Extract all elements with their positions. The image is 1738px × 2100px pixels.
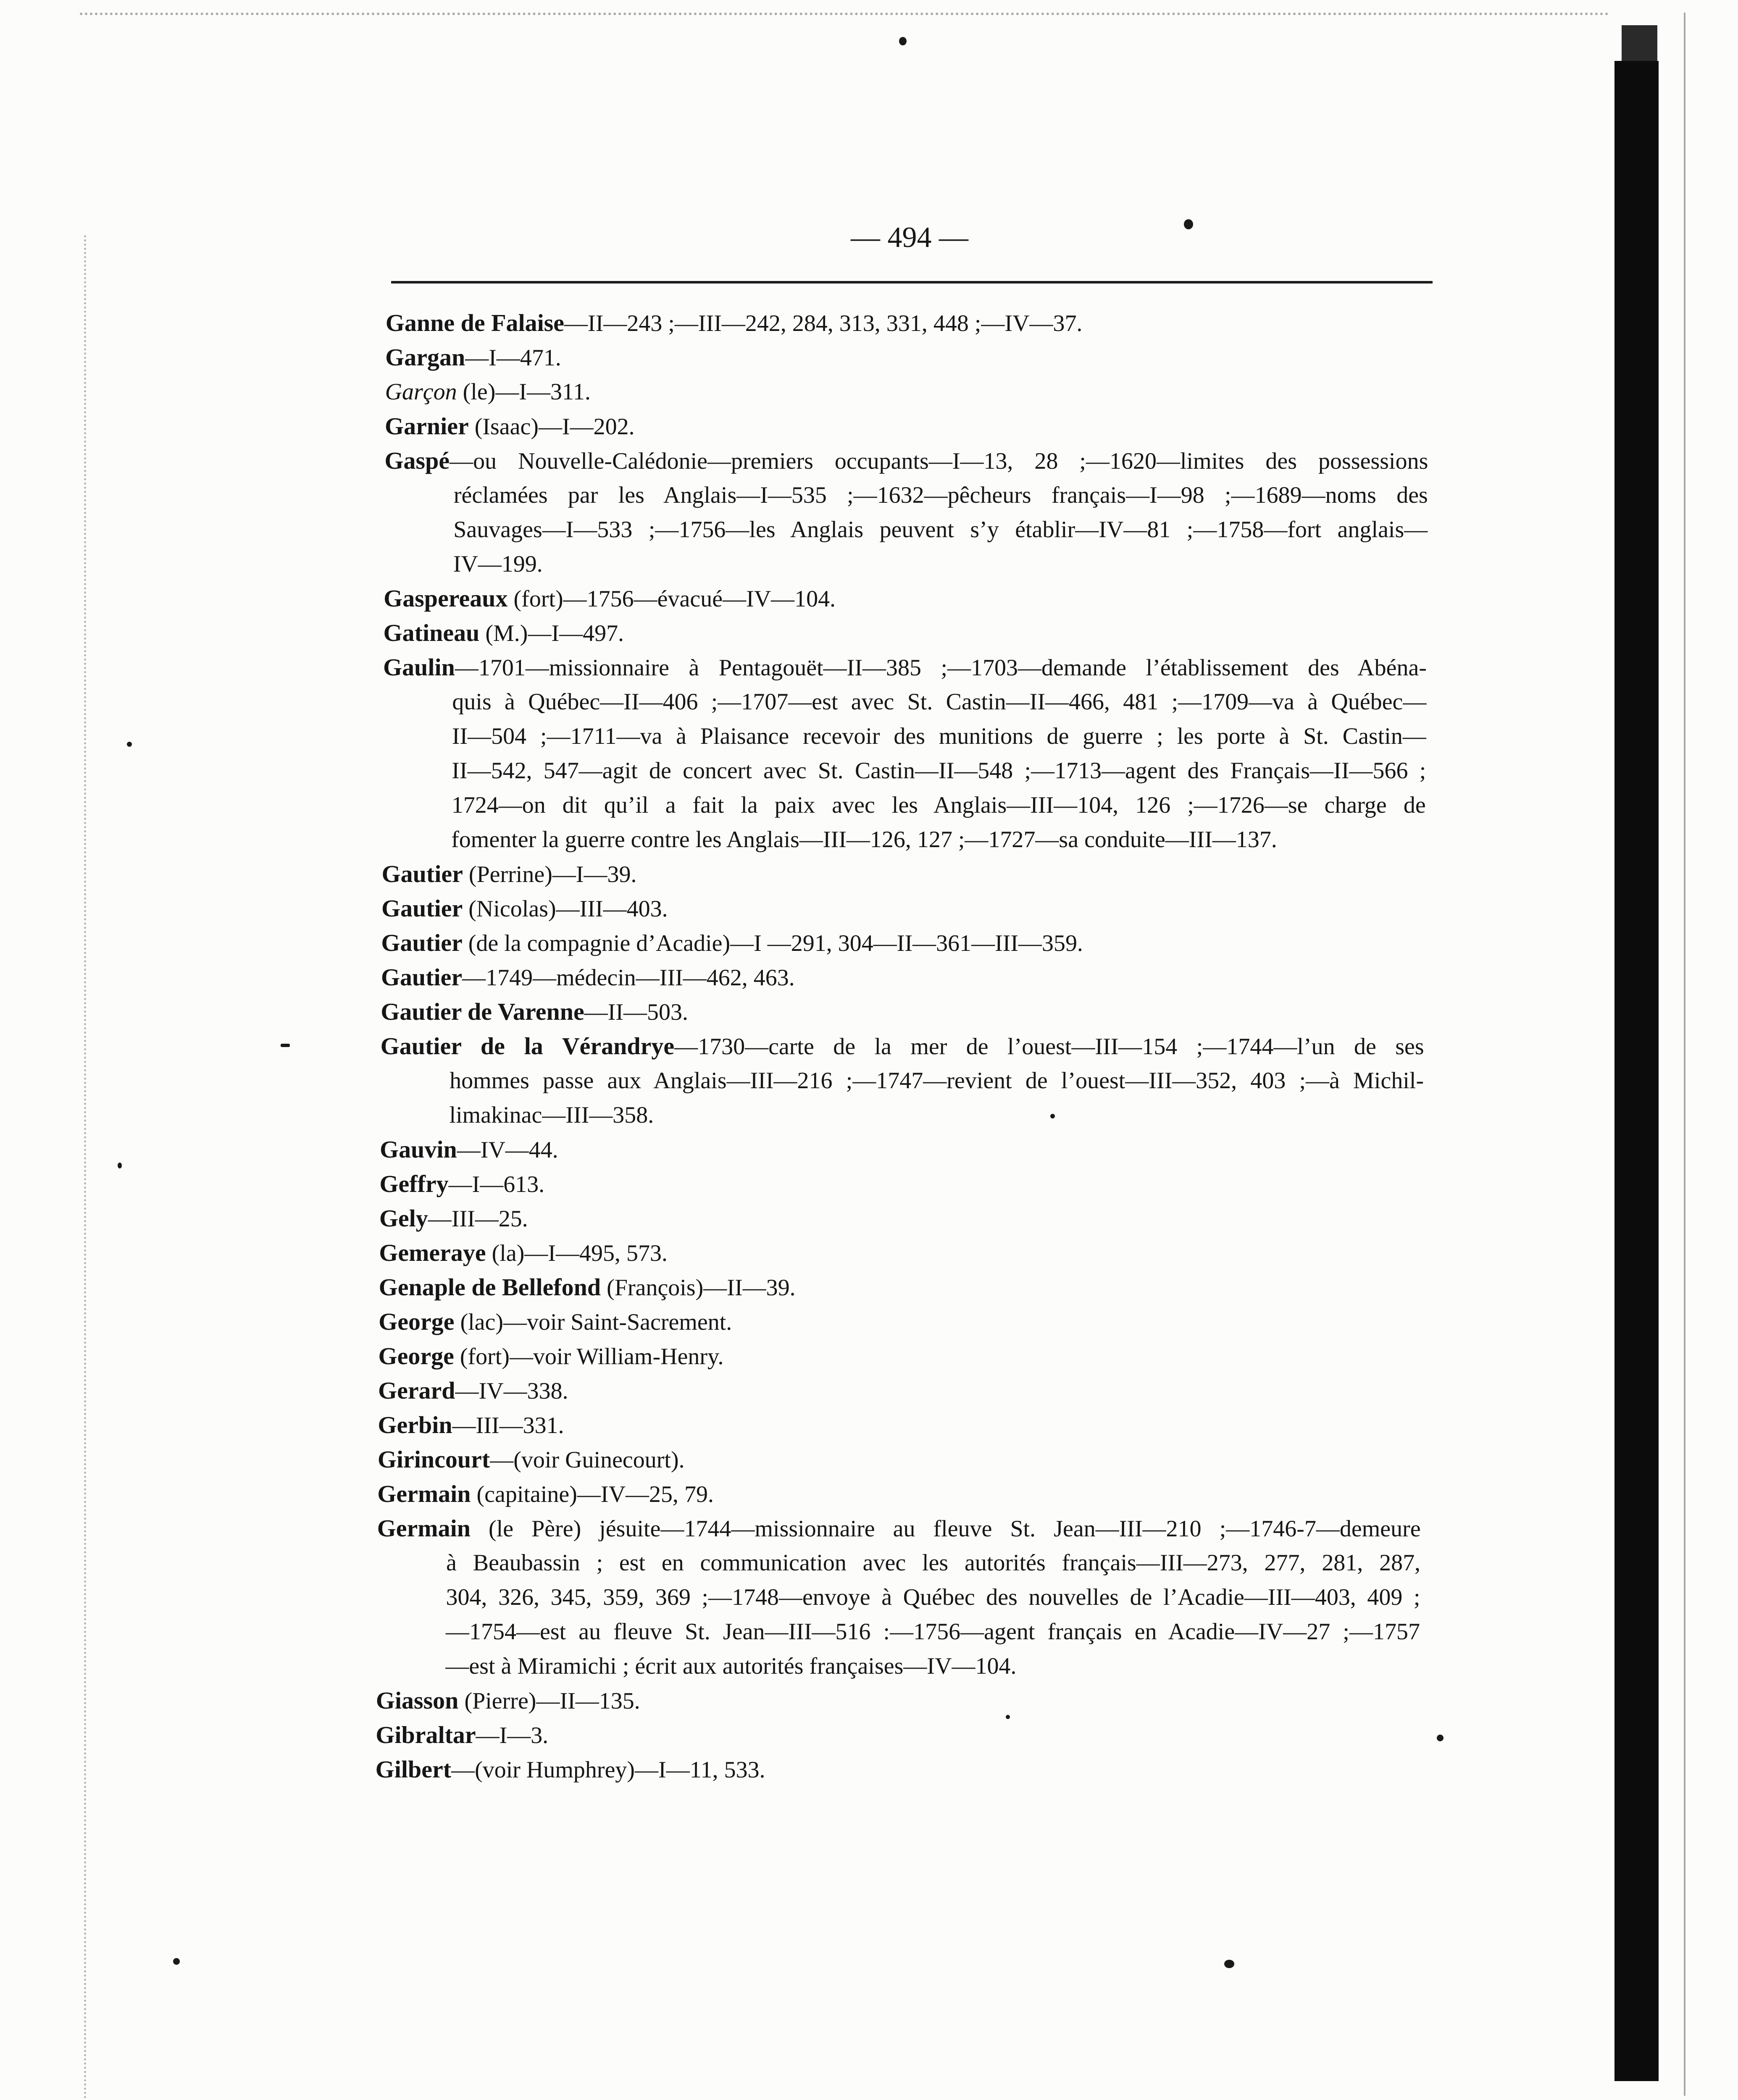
entry-continuation-line [384,512,1428,547]
entry-headword: Gerard [378,1377,455,1404]
index-entry [379,1270,1422,1305]
scan-top-edge [80,13,1609,15]
index-entry [379,1201,1423,1236]
entry-headword: Geffry [379,1170,449,1197]
entry-continuation-line [377,1546,1421,1580]
entry-continuation-line [384,547,1428,581]
scan-edge-bar-top [1622,25,1657,63]
entry-text: —(voir Guinecourt). [490,1447,685,1473]
entry-text: (Pierre)—II—135. [464,1688,640,1714]
entry-headword: Gibraltar [376,1721,476,1748]
page-edge-line [1684,13,1685,2096]
entry-text: (François)—II—39. [606,1275,796,1301]
entry-text: quis à Québec—II—406 ;—1707—est avec St. Castin—II—466, 481 ;—1709—va à Québec— [452,689,1427,715]
index-entry [381,995,1425,1029]
entry-text: —I—613. [448,1171,545,1197]
index-entry [379,1167,1423,1201]
entry-text: —ou Nouvelle-Calédonie—premiers occupants—I—13, 28 ;—1620—limites des possessions [449,448,1428,474]
entry-text: —IV—44. [457,1137,559,1163]
entry-headword: Genaple de Bellefond [379,1273,601,1301]
entry-text: (fort)—voir William-Henry. [460,1344,724,1370]
scan-left-edge [84,235,86,2100]
entry-headword: Gely [379,1205,429,1232]
index-entry [381,891,1425,926]
index-entry [378,1373,1422,1408]
entry-continuation-line [376,1580,1420,1614]
entry-text: —III—331. [452,1412,564,1438]
entry-text: —est à Miramichi ; écrit aux autorités françaises—IV—104. [445,1653,1017,1679]
scan-speck [127,742,132,747]
entry-text: II—542, 547—agit de concert avec St. Castin—II—548 ;—1713—agent des Français—II—566 ; [452,758,1426,784]
index-entry [378,1442,1422,1477]
index-entry [381,857,1425,891]
entry-headword: George [378,1308,455,1335]
entry-text: —II—503. [584,999,689,1025]
entry-text: (le Père) jésuite—1744—missionnaire au fleuve St. Jean—III—210 ;—1746-7—demeure [488,1516,1421,1542]
entry-text: IV—199. [453,551,543,577]
page-number: — 494 — [851,221,968,254]
entry-continuation-line [383,719,1427,753]
entry-headword: Girincourt [377,1446,490,1473]
entry-text: (la)—I—495, 573. [492,1240,668,1266]
index-entry [379,1236,1423,1270]
entry-text: II—504 ;—1711—va à Plaisance recevoir des munitions de guerre ; les porte à St. Castin— [452,723,1427,749]
entry-text: (Nicolas)—III—403. [468,896,668,922]
index-entry [376,1718,1420,1752]
entry-text: —(voir Humphrey)—I—11, 533. [451,1757,765,1783]
entry-headword: Gautier [381,929,463,956]
entry-headword: Gerbin [378,1411,452,1438]
entry-text: —III—25. [428,1206,528,1232]
entry-continuation-line [383,685,1427,719]
entry-text: (de la compagnie d’Acadie)—I —291, 304—II—361—III—359. [468,930,1083,956]
index-entry [378,1408,1422,1442]
entry-headword: Gautier [381,963,463,991]
scan-speck [118,1163,122,1168]
entry-text: —1754—est au fleuve St. Jean—III—516 :—1756—agent français en Acadie—IV—27 ;—1757 [445,1619,1420,1645]
index-entry [384,581,1428,616]
entry-headword: Gargan [385,344,465,371]
entry-headword: Gaulin [383,654,455,681]
entry-continuation-line [380,1063,1424,1098]
index-entry [376,1683,1420,1718]
entry-continuation-line [384,478,1428,512]
entry-headword: Gautier [381,895,463,922]
entry-continuation-line [382,822,1426,857]
scan-edge-bar [1614,61,1659,2081]
index-entry [381,960,1425,995]
index-entry [385,340,1429,375]
entry-continuation-line [382,753,1426,788]
index-entry [375,1752,1419,1787]
entry-text: limakinac—III—358. [449,1102,654,1128]
entry-headword: Gautier [381,860,463,887]
entry-text: (M.)—I—497. [485,620,624,646]
entry-text: fomenter la guerre contre les Anglais—III—126, 127 ;—1727—sa conduite—III—137. [451,827,1278,853]
entry-text: (Isaac)—I—202. [474,414,635,440]
entry-headword: Giasson [376,1687,459,1714]
entry-headword: Gemeraye [379,1239,486,1266]
entry-headword: Garnier [384,412,469,440]
entry-continuation-line [380,1098,1424,1132]
entry-continuation-line [376,1614,1420,1649]
entry-continuation-line [382,788,1426,822]
scan-speck [1224,1960,1234,1968]
entry-text: —I—3. [476,1722,549,1748]
entry-text: —1749—médecin—III—462, 463. [462,965,795,991]
entry-headword: Germain [377,1515,471,1542]
entry-headword: Germain [377,1480,471,1507]
index-entry [383,650,1427,685]
entry-text: Sauvages—I—533 ;—1756—les Anglais peuvent s’y établir—IV—81 ;—1758—fort anglais— [453,517,1428,543]
entry-text: à Beaubassin ; est en communication avec les autorités français—III—273, 277, 281, 287, [446,1550,1421,1576]
scan-speck [281,1044,290,1047]
entry-headword: Gautier de Varenne [381,998,584,1025]
index-entry [380,1029,1424,1063]
entry-headword: Garçon [385,379,457,405]
scan-speck [899,37,907,45]
entry-headword: Gautier de la Vérandrye [380,1032,675,1060]
index-entry [379,1305,1422,1339]
entry-headword: Gatineau [383,619,480,646]
index-entry [385,409,1429,444]
scan-speck [1437,1735,1444,1741]
index-entry [377,1477,1421,1511]
entry-headword: Gilbert [375,1756,452,1783]
entry-text: (Perrine)—I—39. [468,861,637,887]
index-entry [385,306,1429,340]
index-entry [381,926,1425,960]
entry-text: —IV—338. [455,1378,568,1404]
entry-headword: Gaspé [384,447,450,474]
entry-text: (fort)—1756—évacué—IV—104. [513,586,836,612]
index-entry [377,1511,1421,1546]
entry-headword: George [378,1342,455,1370]
entry-text: —I—471. [465,345,562,371]
entry-text: —II—243 ;—III—242, 284, 313, 331, 448 ;—IV—37. [564,310,1083,336]
index-entry [385,375,1429,409]
entry-text: hommes passe aux Anglais—III—216 ;—1747—revient de l’ouest—III—352, 403 ;—à Michil- [449,1068,1424,1094]
entry-text: (capitaine)—IV—25, 79. [476,1481,714,1507]
entry-text: 1724—on dit qu’il a fait la paix avec les Anglais—III—104, 126 ;—1726—se charge de [451,792,1426,818]
entry-text: réclamées par les Anglais—I—535 ;—1632—pêcheurs français—I—98 ;—1689—noms des [453,482,1428,508]
entry-text: 304, 326, 345, 359, 369 ;—1748—envoye à Québec des nouvelles de l’Acadie—III—403, 409 ; [446,1584,1420,1610]
index-entry [380,1132,1424,1167]
entry-text: (le)—I—311. [463,379,591,405]
scan-speck [1184,219,1193,229]
index-entry [378,1339,1422,1373]
entry-text: —1730—carte de la mer de l’ouest—III—154 ;—1744—l’un de ses [674,1034,1424,1060]
page-rule [391,281,1433,284]
entry-text: —1701—missionnaire à Pentagouët—II—385 ;—1703—demande l’établissement des Abéna- [455,655,1427,681]
entry-headword: Gauvin [379,1136,457,1163]
entry-continuation-line [376,1649,1420,1683]
entry-text: (lac)—voir Saint-Sacrement. [460,1309,732,1335]
index-entry [383,616,1427,650]
entry-headword: Ganne de Falaise [385,309,565,336]
index-entries [375,306,1429,1787]
entry-headword: Gaspereaux [383,585,508,612]
index-entry [384,444,1428,478]
scan-speck [173,1958,180,1965]
